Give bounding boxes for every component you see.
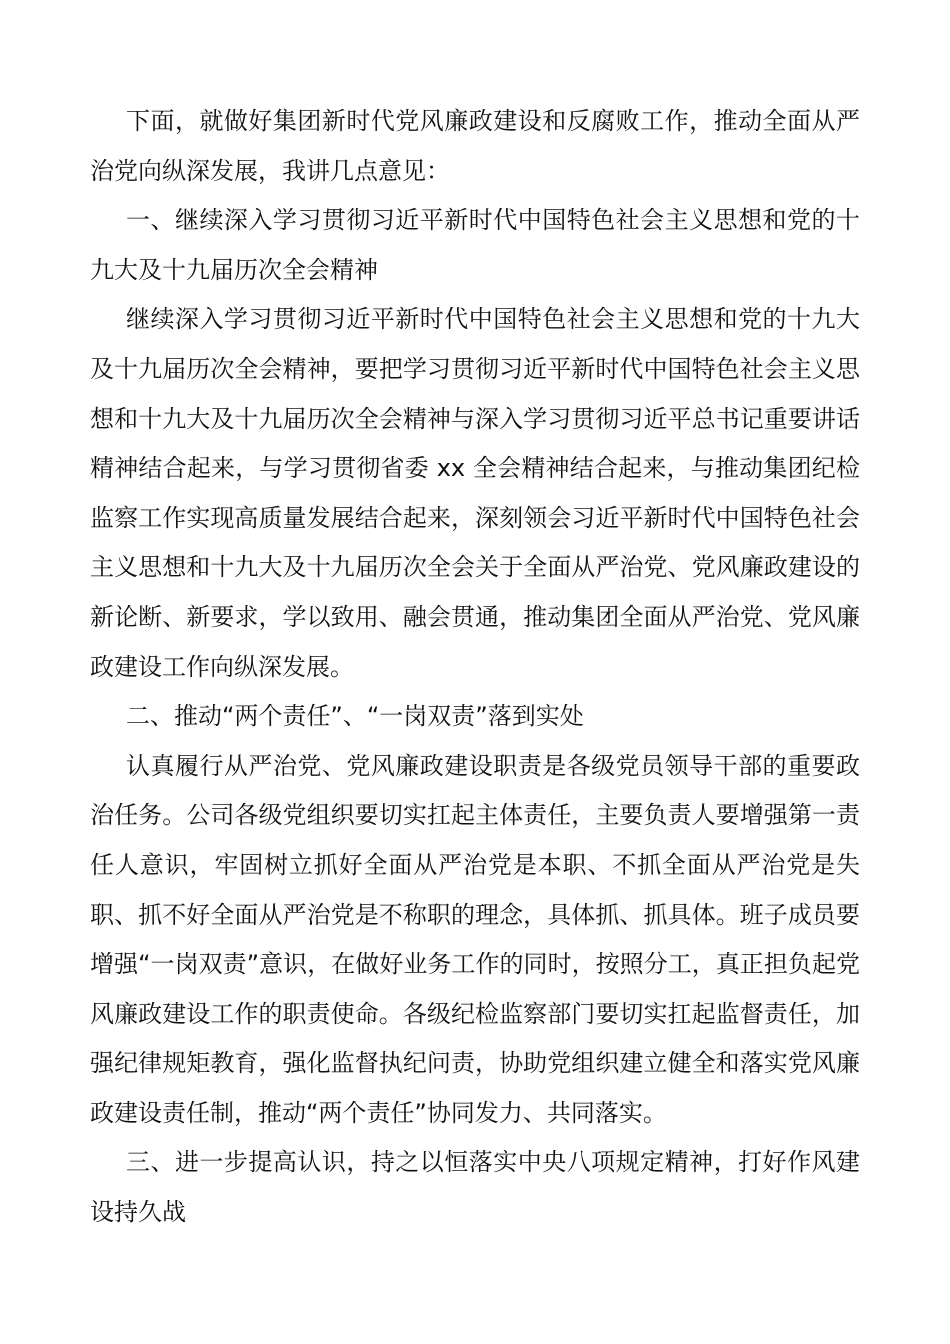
- document-page: [90, 97, 860, 1238]
- section-heading-2: 二、推动“两个责任”、“一岗双责”落到实处: [126, 702, 584, 731]
- body-paragraph-1: 继续深入学习贯彻习近平新时代中国特色社会主义思想和党的十九大及十九届历次全会精神，要把学习贯彻习近平新时代中国特色社会主义思想和十九大及十九届历次全会精神与深入学习贯彻习近平总书记重要讲话精神结合起来，与学习贯彻省委 xx 全会精神结合起来，与推动集团纪检监察工作实现高质量发展结合起来，深刻领会习近平新时代中国特色社会主义思想和十九大及十九届历次全会关于全面从严治党、党风廉政建设的新论断、新要求，学以致用、融会贯通，推动集团全面从严治党、党风廉政建设工作向纵深发展。: [90, 305, 860, 681]
- section-heading-3: 三、进一步提高认识，持之以恒落实中央八项规定精神，打好作风建设持久战: [90, 1148, 860, 1227]
- section-heading-1: 一、继续深入学习贯彻习近平新时代中国特色社会主义思想和党的十九大及十九届历次全会精神: [90, 206, 860, 284]
- intro-paragraph: 下面，就做好集团新时代党风廉政建设和反腐败工作，推动全面从严治党向纵深发展，我讲几点意见：: [90, 107, 860, 185]
- body-paragraph-2: 认真履行从严治党、党风廉政建设职责是各级党员领导干部的重要政治任务。公司各级党组织要切实扛起主体责任，主要负责人要增强第一责任人意识，牢固树立抓好全面从严治党是本职、不抓全面从严治党是失职、抓不好全面从严治党是不称职的理念，具体抓、抓具体。班子成员要增强“一岗双责”意识，在做好业务工作的同时，按照分工，真正担负起党风廉政建设工作的职责使命。各级纪检监察部门要切实扛起监督责任，加强纪律规矩教育，强化监督执纪问责，协助党组织建立健全和落实党风廉政建设责任制，推动“两个责任”协同发力、共同落实。: [90, 751, 860, 1127]
